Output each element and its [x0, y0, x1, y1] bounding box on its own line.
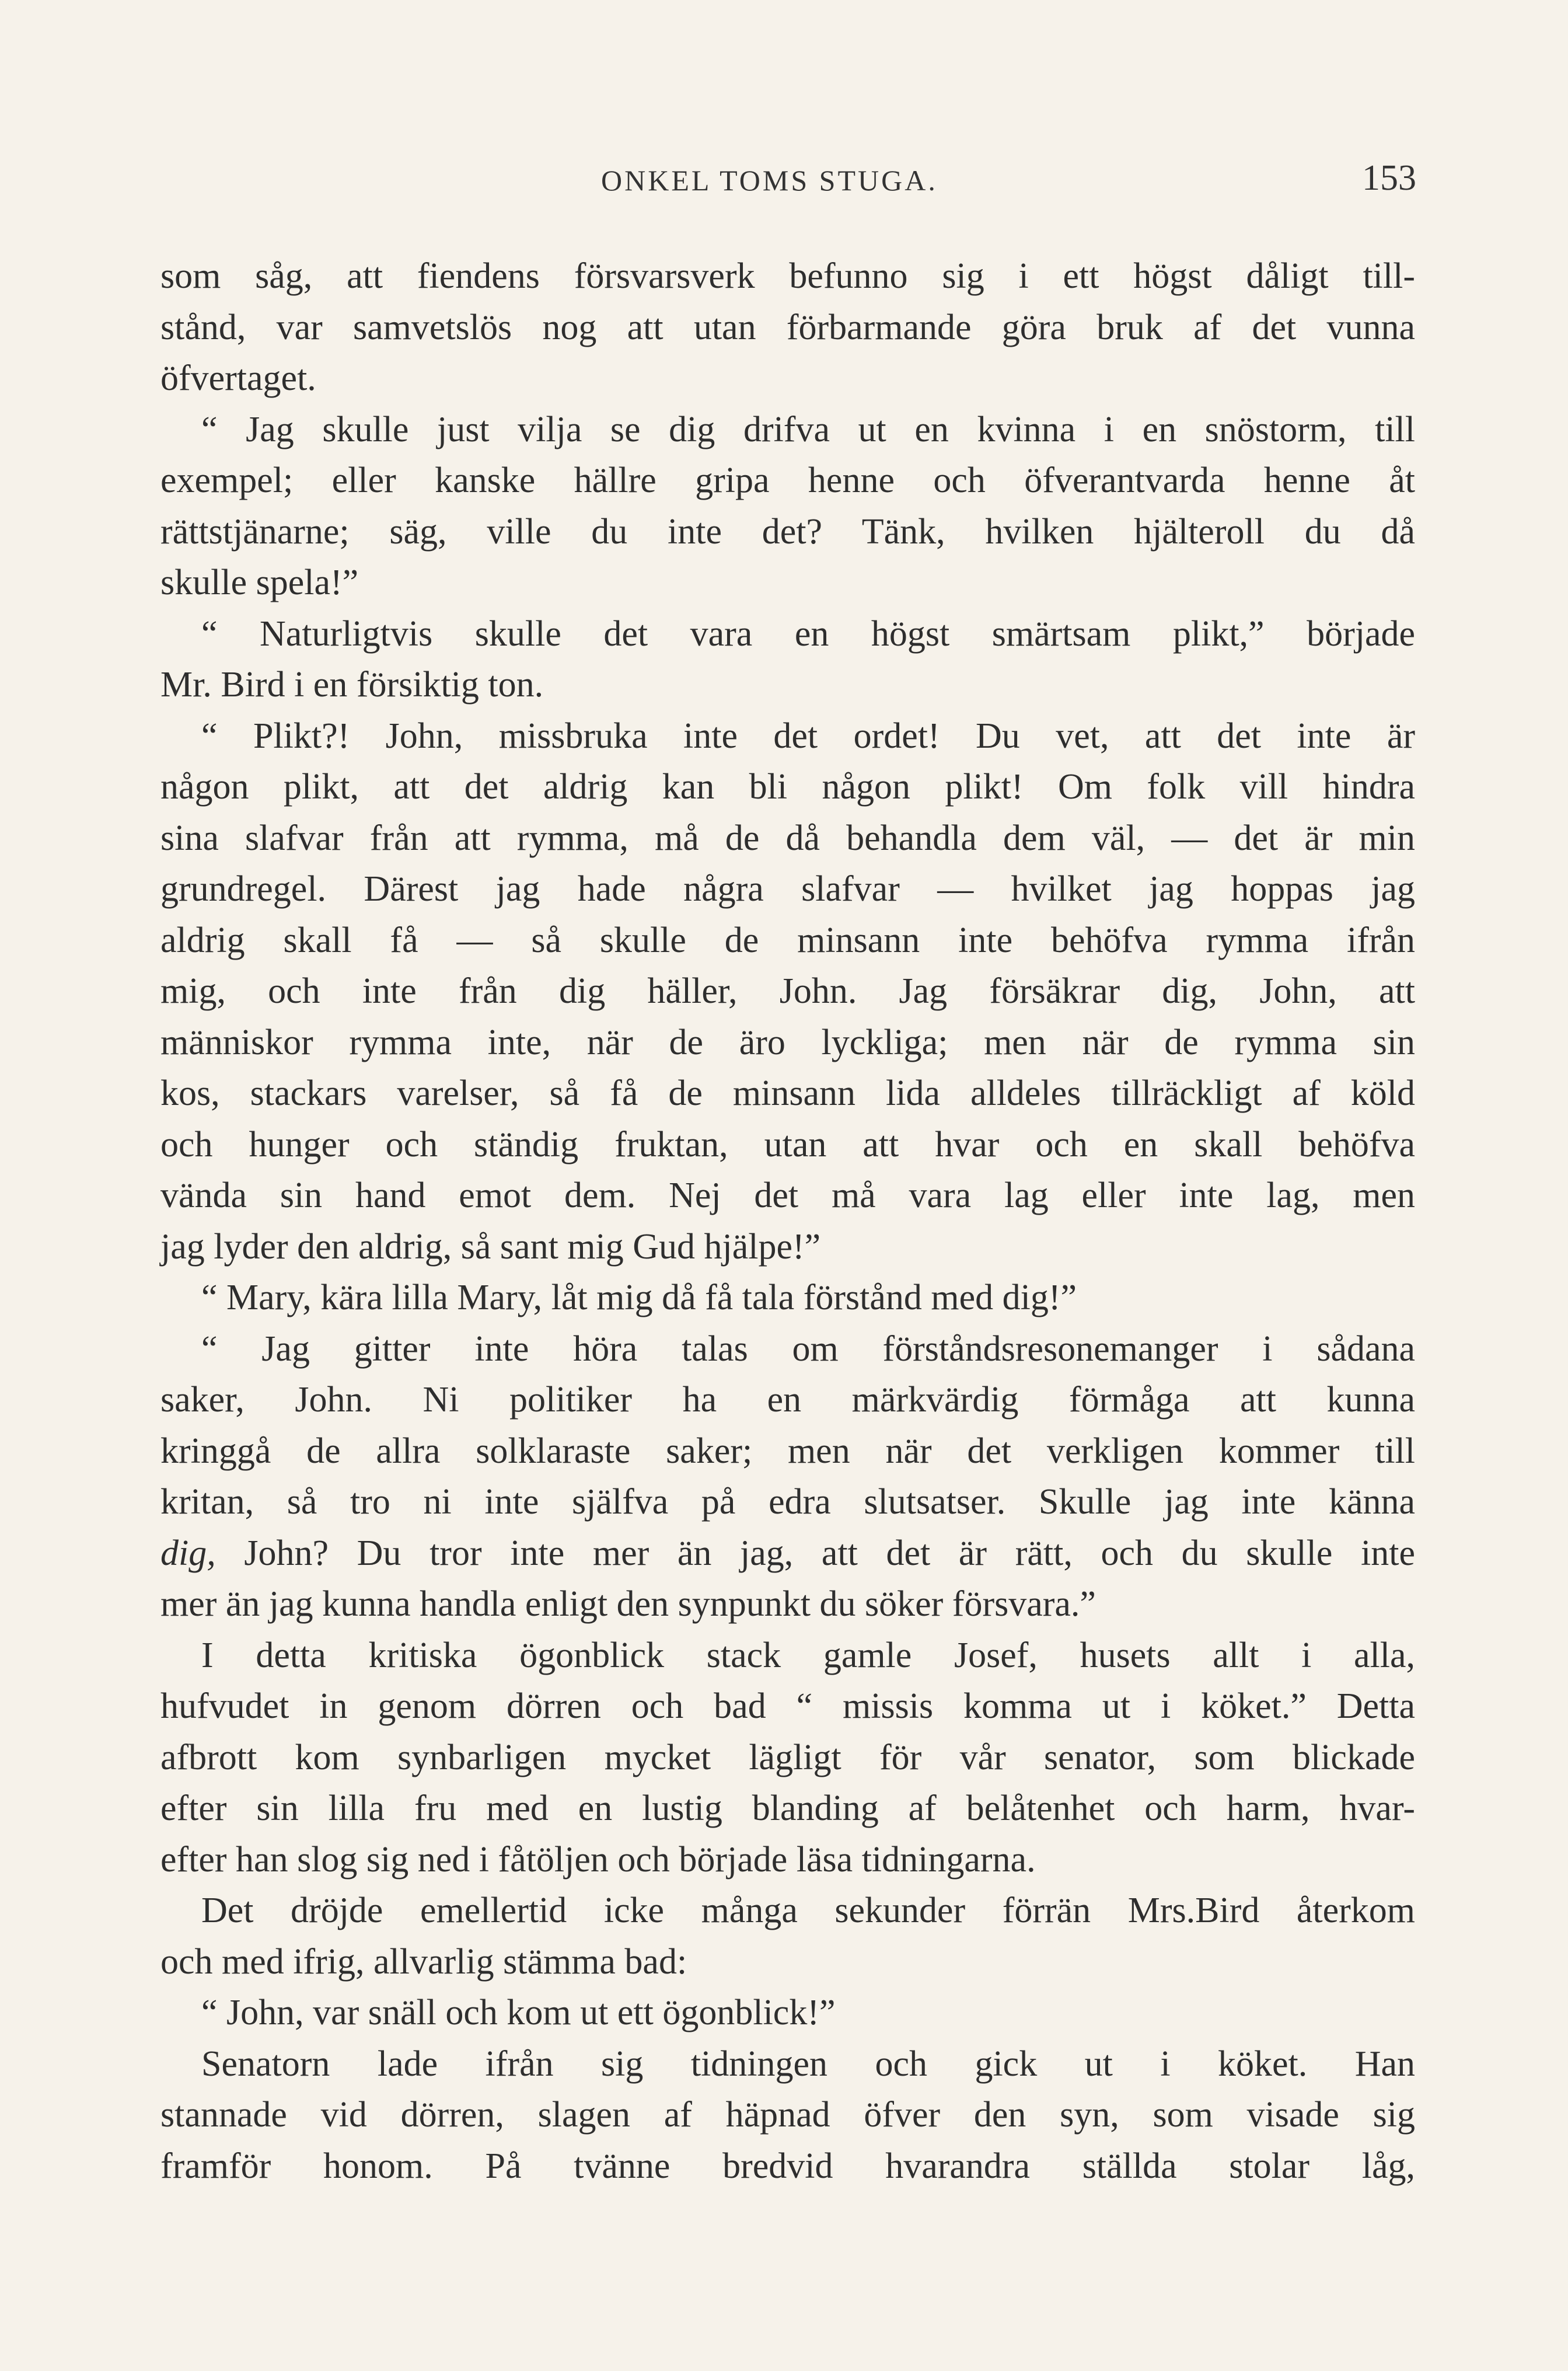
- text-line: “ John, var snäll och kom ut ett ögonblick!”: [201, 1993, 836, 2032]
- text-line: jag lyder den aldrig, så sant mig Gud hjälpe!”: [160, 1226, 821, 1267]
- text-line: som såg, att fiendens försvarsverk befunno sig i ett högst dåligt till-: [160, 256, 1415, 296]
- running-head: ONKEL TOMS STUGA.: [601, 164, 938, 197]
- text-line: “ Jag skulle just vilja se dig drifva ut en kvinna i en snöstorm, till: [201, 409, 1415, 449]
- text-line: saker, John. Ni politiker ha en märkvärdig förmåga att kunna: [160, 1380, 1415, 1420]
- body-text: [160, 251, 1415, 2192]
- text-line: sina slafvar från att rymma, må de då behandla dem väl, — det är min: [160, 818, 1415, 858]
- text-line: skulle spela!”: [160, 563, 359, 602]
- text-line: hufvudet in genom dörren och bad “ missis komma ut i köket.” Detta: [160, 1686, 1415, 1726]
- text-line: exempel; eller kanske hällre gripa henne och öfverantvarda henne åt: [160, 461, 1415, 500]
- text-line: kos, stackars varelser, så få de minsann lida alldeles tillräckligt af köld: [160, 1073, 1415, 1113]
- text-line: aldrig skall få — så skulle de minsann inte behöfva rymma ifrån: [160, 920, 1415, 960]
- text-line: kringgå de allra solklaraste saker; men när det verkligen kommer till: [160, 1431, 1415, 1471]
- text-line: någon plikt, att det aldrig kan bli någon plikt! Om folk vill hindra: [160, 767, 1415, 807]
- text-line: människor rymma inte, när de äro lyckliga; men när de rymma sin: [160, 1022, 1415, 1062]
- page-number: 153: [1362, 158, 1416, 198]
- text-line: framför honom. På tvänne bredvid hvarandra ställda stolar låg,: [160, 2146, 1415, 2186]
- text-line: rättstjänarne; säg, ville du inte det? Tänk, hvilken hjälteroll du då: [160, 511, 1415, 552]
- text-line: vända sin hand emot dem. Nej det må vara lag eller inte lag, men: [160, 1176, 1415, 1215]
- text-line: I detta kritiska ögonblick stack gamle Josef, husets allt i alla,: [201, 1635, 1415, 1675]
- text-line: och hunger och ständig fruktan, utan att hvar och en skall behöfva: [160, 1124, 1415, 1164]
- text-line: “ Jag gitter inte höra talas om förståndsresonemanger i sådana: [201, 1329, 1415, 1369]
- text-line: öfvertaget.: [160, 358, 316, 398]
- text-line: och med ifrig, allvarlig stämma bad:: [160, 1941, 687, 1982]
- text-line: Det dröjde emellertid icke många sekunder förrän Mrs.Bird återkom: [201, 1891, 1415, 1930]
- text-line: mer än jag kunna handla enligt den synpunkt du söker försvara.”: [160, 1584, 1096, 1624]
- italic-word: dig,: [160, 1533, 216, 1573]
- text-line: afbrott kom synbarligen mycket lägligt för vår senator, som blickade: [160, 1737, 1415, 1777]
- text-segment: John? Du tror inte mer än jag, att det är rätt, och du skulle inte: [215, 1533, 1415, 1573]
- text-line: “ Plikt?! John, missbruka inte det ordet! Du vet, att det inte är: [201, 716, 1415, 756]
- text-line: stånd, var samvetslös nog att utan förbarmande göra bruk af det vunna: [160, 307, 1415, 347]
- text-line: kritan, så tro ni inte själfva på edra slutsatser. Skulle jag inte känna: [160, 1482, 1415, 1522]
- text-line: efter sin lilla fru med en lustig blanding af belåtenhet och harm, hvar-: [160, 1788, 1415, 1828]
- text-line: Mr. Bird i en försiktig ton.: [160, 665, 544, 705]
- text-line: “ Mary, kära lilla Mary, låt mig då få tala förstånd med dig!”: [201, 1278, 1077, 1317]
- text-line: efter han slog sig ned i fåtöljen och började läsa tidningarna.: [160, 1839, 1036, 1880]
- text-line: [160, 1528, 1415, 1579]
- text-line: mig, och inte från dig häller, John. Jag försäkrar dig, John, att: [160, 971, 1415, 1011]
- text-line: stannade vid dörren, slagen af häpnad öfver den syn, som visade sig: [160, 2095, 1415, 2135]
- text-line: grundregel. Därest jag hade några slafvar — hvilket jag hoppas jag: [160, 869, 1415, 909]
- text-line: Senatorn lade ifrån sig tidningen och gick ut i köket. Han: [201, 2044, 1415, 2084]
- text-line: “ Naturligtvis skulle det vara en högst smärtsam plikt,” började: [201, 613, 1415, 654]
